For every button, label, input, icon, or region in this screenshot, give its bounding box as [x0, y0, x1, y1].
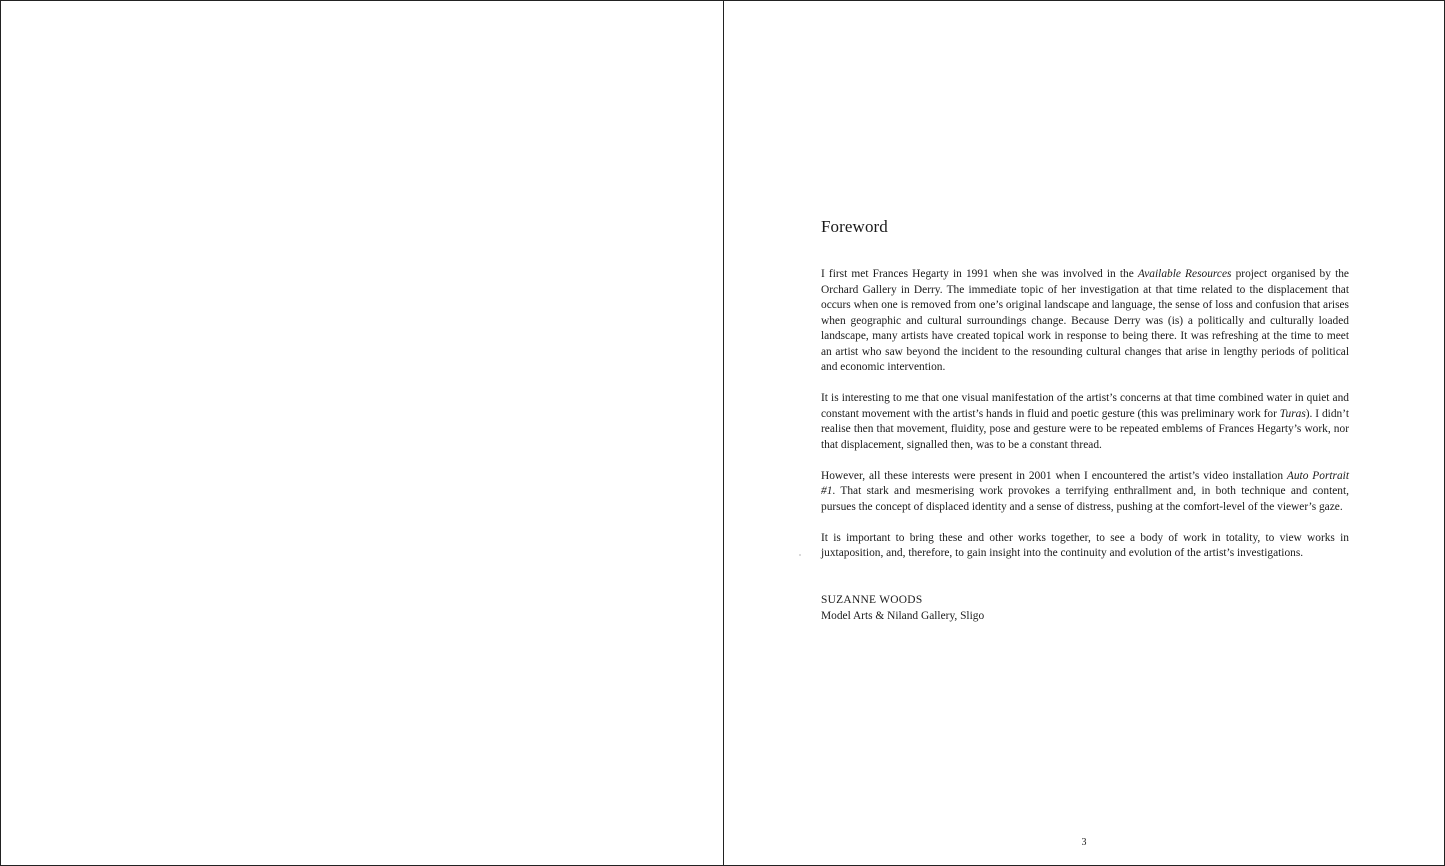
- paragraph-text: . That stark and mesmerising work provokes a terrifying enthrallment and, in both technique and content, pursues the concept of displaced identity and a sense of distress, pushing at the comfort-level of the viewer’s gaze.: [821, 485, 1349, 513]
- paragraph-text: I first met Frances Hegarty in 1991 when she was involved in the: [821, 268, 1138, 280]
- page-title: Foreword: [821, 217, 888, 236]
- foreword-content: [821, 217, 1349, 624]
- signature-block: [821, 592, 1349, 624]
- body-paragraph: [821, 267, 1349, 376]
- paragraph-text: It is interesting to me that one visual manifestation of the artist’s concerns at that time combined water in quiet and constant movement with the artist’s hands in fluid and poetic gesture (this was preliminary work for: [821, 392, 1349, 420]
- left-page: [1, 1, 723, 865]
- page-number: 3: [1081, 837, 1087, 848]
- paragraph-text: project organised by the Orchard Gallery in Derry. The immediate topic of her investigation at that time related to the displacement that occurs when one is removed from one’s original landscape and language, the sense of loss and confusion that arises when geographic and cultural surroundings change. Because Derry was (is) a politically and culturally loaded landscape, many artists have created topical work in response to being there. It was refreshing at the time to meet an artist who saw beyond the incident to the resounding cultural changes that arise in lengthy periods of political and economic intervention.: [821, 268, 1349, 373]
- author-name: SUZANNE WOODS: [821, 593, 923, 606]
- foreword-body: [821, 267, 1349, 562]
- author-affiliation: Model Arts & Niland Gallery, Sligo: [821, 609, 985, 622]
- body-paragraph: [821, 391, 1349, 453]
- italic-title: Available Resources: [1137, 268, 1232, 280]
- right-page: [724, 1, 1444, 865]
- italic-title: Turas: [1279, 407, 1306, 420]
- body-paragraph: [821, 531, 1349, 562]
- body-paragraph: [821, 469, 1349, 516]
- italic-title: Auto Portrait #1: [821, 469, 1349, 497]
- paragraph-text: ). I didn’t realise then that movement, fluidity, pose and gesture were to be repeated emblems of Frances Hegarty’s work, nor that displacement, signalled then, was to be a constant thread.: [821, 407, 1349, 451]
- paragraph-text: It is important to bring these and other works together, to see a body of work in totality, to view works in juxtaposition, and, therefore, to gain insight into the continuity and evolution of the artist’s investigations.: [821, 531, 1349, 559]
- paper-speck: [799, 554, 801, 556]
- paragraph-text: However, all these interests were present in 2001 when I encountered the artist’s video installation: [821, 469, 1287, 482]
